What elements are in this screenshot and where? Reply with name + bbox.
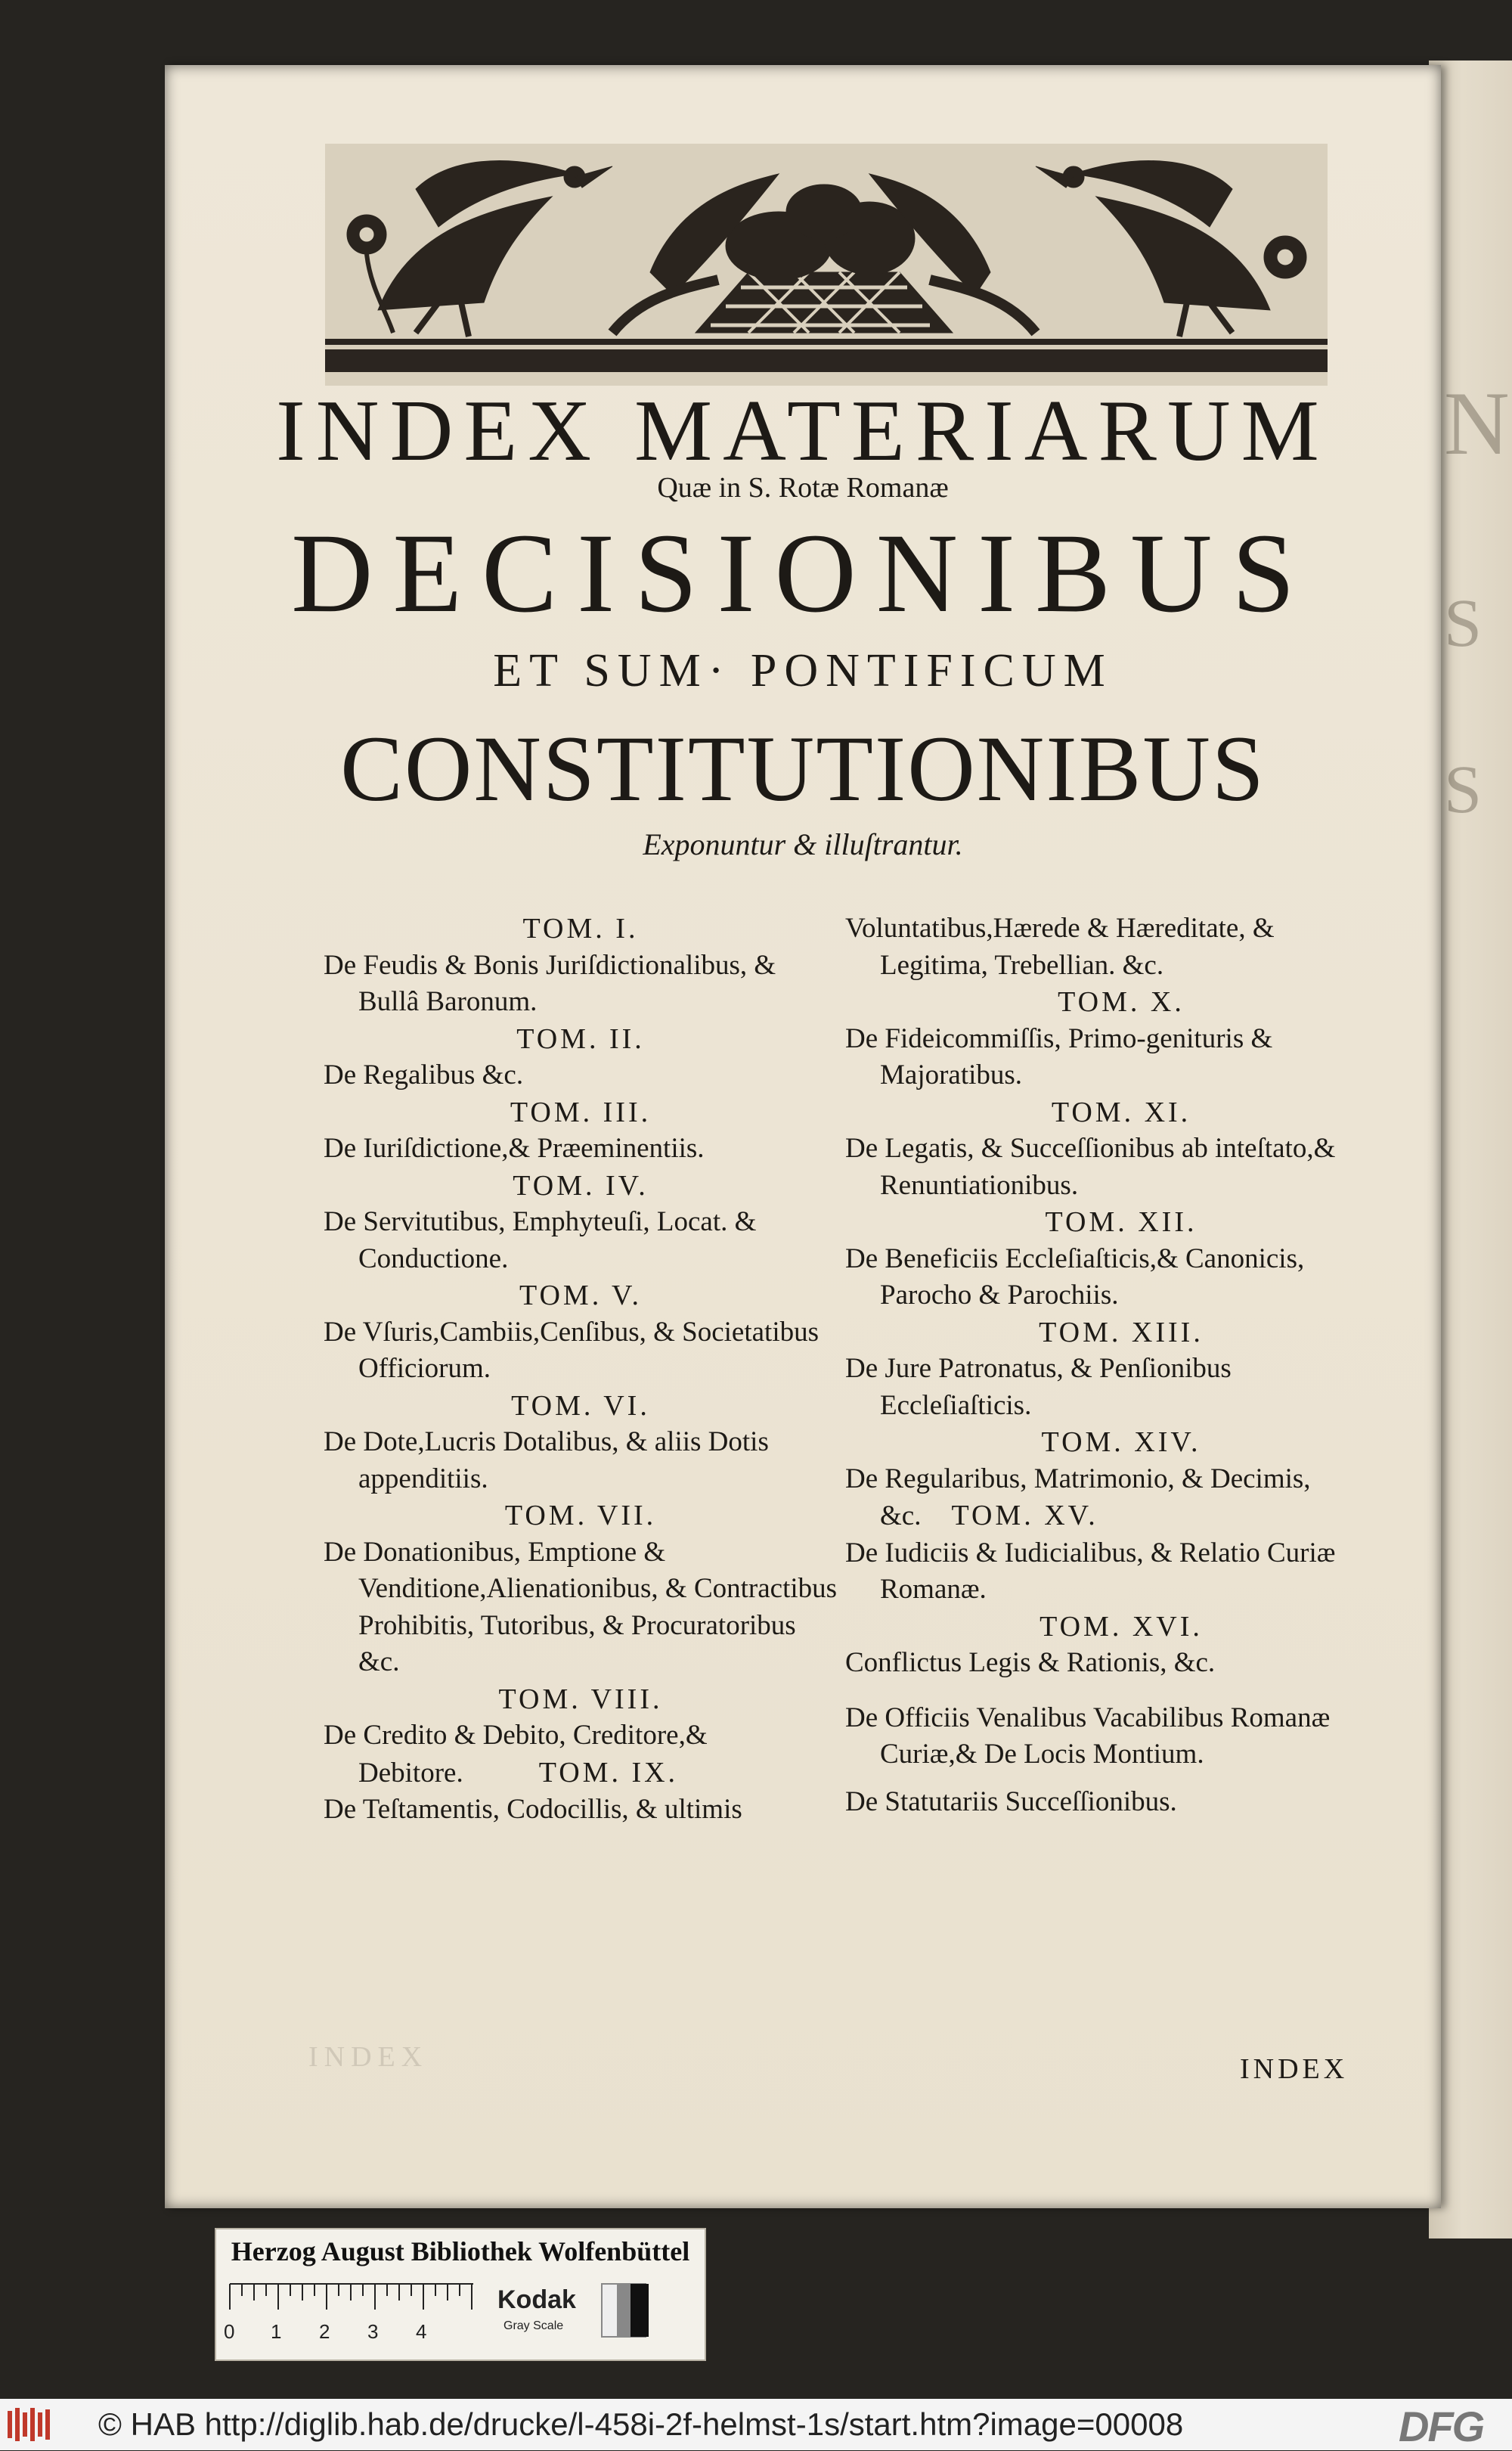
volume-heading: TOM. VI. [511,1389,650,1422]
ruler-number: 0 [224,2320,235,2343]
volume-heading: TOM. I. [522,913,639,945]
index-entry: De Servitutibus, Emphyteuſi, Locat. & Conductione. [324,1206,757,1274]
show-through-text: S [1444,590,1483,658]
index-entry [324,1717,838,1792]
index-entry: De Vſuris,Cambiis,Cenſibus, & Societatibus Officiorum. [324,1316,820,1384]
volume-heading: TOM. XVI. [1040,1610,1203,1643]
title-index-materiarum: INDEX MATERIARUM [276,383,1330,479]
library-color-card [215,2228,706,2361]
document-page [165,65,1441,2208]
volume-heading: TOM. III. [510,1096,652,1128]
index-column-right [845,911,1367,1820]
ruler-number: 1 [271,2320,282,2343]
index-column-left [324,911,838,1829]
scale-ruler [224,2279,697,2352]
show-through-catchword: INDEX [308,2041,429,2073]
title-decisionibus: DECISIONIBUS [291,510,1315,636]
index-entry: De Statutariis Succeſſionibus. [845,1786,1177,1817]
index-entry: De Jure Patronatus, & Penſionibus Eccleſiaſticis. [845,1353,1232,1421]
index-entry-continued: Voluntatibus,Hærede & Hæreditate, & Legitima, Trebellian. &c. [845,913,1275,981]
library-name: Herzog August Bibliothek Wolfenbüttel [231,2236,690,2266]
catchword: INDEX [1240,2053,1349,2085]
woodcut-ornament-headpiece [325,144,1328,386]
index-entry: De Officiis Venalibus Vacabilibus Romanæ Curiæ,& De Locis Montium. [845,1702,1331,1770]
volume-heading: TOM. XIII. [1039,1316,1204,1348]
volume-heading: TOM. XI. [1051,1096,1191,1128]
index-entry: Conflictus Legis & Rationis, &c. [845,1647,1216,1678]
volume-heading: TOM. V. [519,1280,643,1311]
volume-heading: TOM. VIII. [498,1683,663,1715]
index-entry-text: De Regularibus, Matrimonio, & Decimis, &c. [845,1463,1311,1531]
gray-patch-mid [617,2284,631,2337]
gray-scale-label: Gray Scale [503,2319,564,2332]
kodak-brand: Kodak [497,2285,576,2314]
index-entry: De Iuriſdictione,& Præeminentiis. [324,1133,705,1164]
volume-heading: TOM. XII. [1045,1206,1198,1238]
ruler-number: 2 [319,2320,330,2343]
index-entry: De Teſtamentis, Codocillis, & ultimis [324,1794,742,1825]
ruler-number: 4 [416,2320,427,2343]
index-entry: De Regalibus &c. [324,1060,524,1091]
dfg-logo: DFG [1399,2403,1484,2450]
index-entry: De Feudis & Bonis Juriſdictionalibus, & Bullâ Baronum. [324,949,776,1017]
index-entry: De Legatis, & Succeſſionibus ab inteſtato,& Renuntiationibus. [845,1133,1336,1201]
volume-heading: TOM. IV. [513,1169,649,1202]
subtitle-rota-romana: Quæ in S. Rotæ Romanæ [657,472,949,504]
index-entry [845,1461,1367,1535]
spacer [845,1682,1367,1700]
volume-heading-inline: TOM. XV. [951,1500,1098,1531]
volume-heading: TOM. X. [1058,986,1185,1018]
copyright-url: © HAB http://diglib.hab.de/drucke/l-458i-2f-helmst-1s/start.htm?image=00008 [98,2406,1184,2442]
index-entry: De Dote,Lucris Dotalibus, & aliis Dotis appenditiis. [324,1426,769,1494]
hab-logo-icon [8,2406,54,2443]
subtitle-exponuntur: Exponuntur & illuſtrantur. [643,827,963,861]
index-entry-text: De Credito & Debito, Creditore,& Debitore. [324,1720,708,1789]
spacer [845,1773,1367,1784]
volume-heading: TOM. II. [516,1022,645,1055]
gray-patch-dark [631,2284,649,2337]
volume-heading: TOM. XIV. [1041,1426,1201,1458]
footer-bar [0,2399,1512,2450]
title-constitutionibus: CONSTITUTIONIBUS [340,717,1266,821]
volume-heading-inline: TOM. IX. [538,1756,679,1789]
index-entry: De Fideicommiſſis, Primo-genituris & Majoratibus. [845,1022,1273,1091]
index-entry: De Beneficiis Eccleſiaſticis,& Canonicis, Parocho & Parochiis. [845,1243,1305,1311]
ruler-number: 3 [367,2320,379,2343]
title-sum-pontificum: ET SUM· PONTIFICUM [493,645,1113,697]
index-entry: De Iudiciis & Iudicialibus, & Relatio Curiæ Romanæ. [845,1537,1336,1605]
show-through-text: N [1444,378,1510,469]
index-entry: De Donationibus, Emptione & Venditione,Alienationibus, & Contractibus Prohibitis, Tutoribus, & Procuratoribus &c. [324,1536,838,1677]
show-through-text: S [1444,756,1483,824]
volume-heading: TOM. VII. [504,1500,657,1531]
next-page-edge [1429,60,1512,2238]
